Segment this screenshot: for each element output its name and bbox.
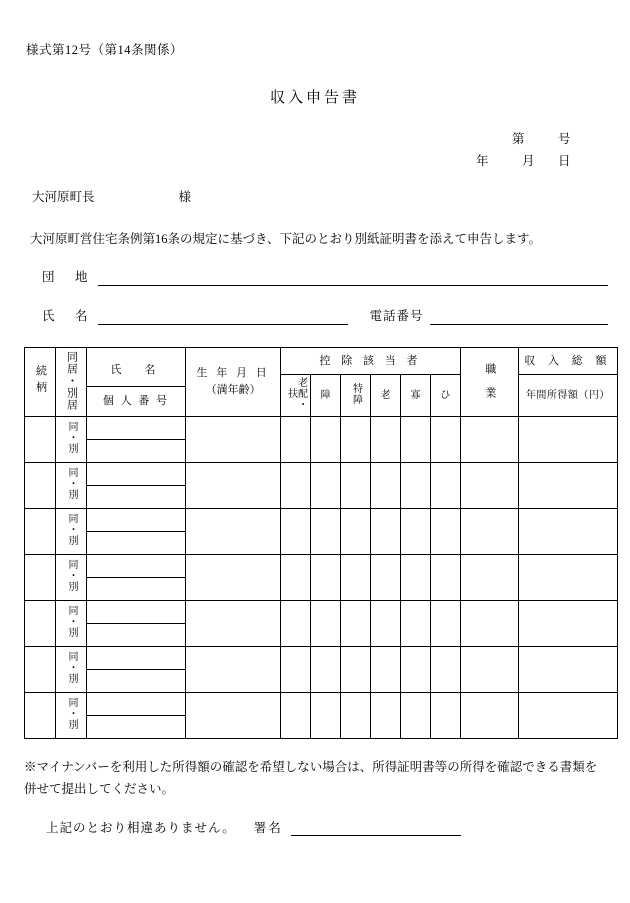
cell-birthdate[interactable] — [186, 647, 281, 693]
header-occupation-label: 職 業 — [483, 362, 496, 399]
cell-deduction-3[interactable] — [341, 417, 371, 463]
header-deduction-5-label: 寡 — [410, 389, 421, 401]
cell-deduction-2[interactable] — [311, 463, 341, 509]
header-income-sub-label: 年間所得額（円） — [525, 390, 610, 401]
cell-deduction-5[interactable] — [400, 647, 430, 693]
header-dokyo-bekkyo-label: 同居・別居 — [65, 350, 78, 411]
cell-deduction-6[interactable] — [430, 555, 460, 601]
header-name — [86, 347, 185, 417]
table-body — [25, 417, 618, 739]
cell-name[interactable] — [86, 509, 185, 532]
cell-zokugara[interactable] — [25, 417, 56, 463]
header-deduction-4 — [371, 374, 401, 417]
cell-zokugara[interactable] — [25, 601, 56, 647]
table-row — [25, 601, 618, 624]
cell-deduction-5[interactable] — [400, 601, 430, 647]
header-dokyo-bekkyo — [55, 347, 86, 417]
cell-name[interactable] — [86, 555, 185, 578]
cell-birthdate[interactable] — [186, 509, 281, 555]
cell-deduction-1[interactable] — [281, 555, 311, 601]
cell-occupation[interactable] — [460, 693, 518, 739]
field-danchi-input[interactable] — [98, 270, 608, 286]
cell-deduction-2[interactable] — [311, 647, 341, 693]
cell-deduction-3[interactable] — [341, 463, 371, 509]
cell-income[interactable] — [518, 463, 617, 509]
table-row — [25, 463, 618, 486]
table-row — [25, 555, 618, 578]
cell-deduction-3[interactable] — [341, 601, 371, 647]
signature-input[interactable] — [291, 820, 461, 836]
number-date-block — [22, 129, 608, 173]
cell-occupation[interactable] — [460, 417, 518, 463]
cell-birthdate[interactable] — [186, 601, 281, 647]
cell-deduction-6[interactable] — [430, 417, 460, 463]
header-income-sub — [518, 374, 617, 417]
cell-deduction-4[interactable] — [371, 601, 401, 647]
cell-zokugara[interactable] — [25, 555, 56, 601]
cell-deduction-6[interactable] — [430, 601, 460, 647]
form-number: 様式第12号（第14条関係） — [26, 43, 184, 57]
cell-birthdate[interactable] — [186, 555, 281, 601]
header-deduction-group: 控 除 該 当 者 — [281, 347, 461, 374]
cell-deduction-3[interactable] — [341, 647, 371, 693]
cell-dokyo-bekkyo-label: 同・別 — [65, 559, 77, 593]
table-header-row-1 — [25, 347, 618, 374]
header-deduction-1-label: 老配・扶 — [285, 377, 307, 411]
field-phone-label: 電話番号 — [369, 308, 424, 323]
cell-income[interactable] — [518, 417, 617, 463]
cell-deduction-1[interactable] — [281, 601, 311, 647]
field-danchi-label: 団 地 — [42, 269, 92, 284]
cell-zokugara[interactable] — [25, 693, 56, 739]
cell-dokyo-bekkyo[interactable] — [55, 555, 86, 601]
field-name-phone — [42, 306, 608, 325]
table-row — [25, 417, 618, 440]
cell-deduction-2[interactable] — [311, 555, 341, 601]
addressee-line — [32, 187, 608, 205]
cell-birthdate[interactable] — [186, 463, 281, 509]
date-label-day: 日 — [558, 153, 571, 168]
cell-dokyo-bekkyo[interactable] — [55, 509, 86, 555]
cell-deduction-3[interactable] — [341, 509, 371, 555]
cell-birthdate[interactable] — [186, 417, 281, 463]
cell-deduction-2[interactable] — [311, 693, 341, 739]
cell-deduction-4[interactable] — [371, 555, 401, 601]
cell-deduction-2[interactable] — [311, 509, 341, 555]
cell-personal-number[interactable] — [86, 486, 185, 509]
field-phone-input[interactable] — [430, 309, 608, 325]
statement-text: 大河原町営住宅条例第16条の規定に基づき、下記のとおり別紙証明書を添えて申告します。 — [30, 231, 542, 246]
page-title: 収入申告書 — [269, 90, 360, 106]
header-deduction-4-label: 老 — [380, 389, 391, 401]
cell-dokyo-bekkyo-label: 同・別 — [65, 605, 77, 639]
field-name-input[interactable] — [98, 309, 348, 325]
cell-dokyo-bekkyo-label: 同・別 — [65, 467, 77, 501]
header-deduction-2-label: 障 — [320, 389, 331, 401]
table-row — [25, 509, 618, 532]
cell-personal-number[interactable] — [86, 716, 185, 739]
header-birthdate-label: 生 年 月 日 — [196, 366, 270, 379]
cell-occupation[interactable] — [460, 463, 518, 509]
cell-deduction-5[interactable] — [400, 509, 430, 555]
cell-dokyo-bekkyo-label: 同・別 — [65, 651, 77, 685]
header-deduction-6-label: ひ — [440, 389, 451, 401]
date-label-year: 年 — [476, 153, 489, 168]
cell-income[interactable] — [518, 647, 617, 693]
cell-deduction-2[interactable] — [311, 417, 341, 463]
cell-name[interactable] — [86, 463, 185, 486]
cell-deduction-1[interactable] — [281, 693, 311, 739]
cell-deduction-1[interactable] — [281, 647, 311, 693]
header-birthdate-age-label: （満年齢） — [205, 384, 261, 396]
cell-deduction-1[interactable] — [281, 463, 311, 509]
cell-income[interactable] — [518, 509, 617, 555]
cell-deduction-1[interactable] — [281, 509, 311, 555]
cell-dokyo-bekkyo[interactable] — [55, 601, 86, 647]
date-label-month: 月 — [522, 153, 535, 168]
header-zokugara — [25, 347, 56, 417]
cell-birthdate[interactable] — [186, 693, 281, 739]
cell-occupation[interactable] — [460, 509, 518, 555]
header-deduction-5 — [400, 374, 430, 417]
cell-deduction-6[interactable] — [430, 647, 460, 693]
number-label-gou: 号 — [558, 132, 571, 146]
cell-personal-number[interactable] — [86, 578, 185, 601]
cell-name[interactable] — [86, 693, 185, 716]
cell-personal-number[interactable] — [86, 440, 185, 463]
header-income-total-label: 収 入 総 額 — [524, 354, 612, 367]
cell-occupation[interactable] — [460, 601, 518, 647]
cell-deduction-2[interactable] — [311, 601, 341, 647]
cell-occupation[interactable] — [460, 555, 518, 601]
cell-personal-number[interactable] — [86, 670, 185, 693]
cell-deduction-5[interactable] — [400, 555, 430, 601]
cell-deduction-4[interactable] — [371, 417, 401, 463]
cell-zokugara[interactable] — [25, 463, 56, 509]
cell-dokyo-bekkyo-label: 同・別 — [65, 513, 77, 547]
header-zokugara-label: 続柄 — [34, 364, 47, 397]
signature-row — [46, 818, 608, 836]
cell-deduction-6[interactable] — [430, 463, 460, 509]
header-deduction-6 — [430, 374, 460, 417]
cell-deduction-4[interactable] — [371, 509, 401, 555]
field-name-label: 氏 名 — [42, 308, 92, 323]
cell-personal-number[interactable] — [86, 532, 185, 555]
cell-dokyo-bekkyo-label: 同・別 — [65, 421, 77, 455]
cell-name[interactable] — [86, 647, 185, 670]
footnote-text: ※マイナンバーを利用した所得額の確認を希望しない場合は、所得証明書等の所得を確認できる書類を併せて提出してください。 — [24, 760, 598, 796]
cell-name[interactable] — [86, 417, 185, 440]
cell-deduction-4[interactable] — [371, 647, 401, 693]
cell-zokugara[interactable] — [25, 647, 56, 693]
cell-dokyo-bekkyo[interactable] — [55, 417, 86, 463]
cell-income[interactable] — [518, 601, 617, 647]
cell-zokugara[interactable] — [25, 509, 56, 555]
header-birthdate — [186, 347, 281, 417]
cell-income[interactable] — [518, 555, 617, 601]
cell-dokyo-bekkyo[interactable] — [55, 647, 86, 693]
table-row — [25, 647, 618, 670]
cell-deduction-3[interactable] — [341, 555, 371, 601]
cell-occupation[interactable] — [460, 647, 518, 693]
cell-deduction-6[interactable] — [430, 509, 460, 555]
cell-income[interactable] — [518, 693, 617, 739]
field-danchi — [42, 267, 608, 286]
header-deduction-3-label: 特障 — [350, 382, 362, 405]
cell-deduction-3[interactable] — [341, 693, 371, 739]
cell-deduction-5[interactable] — [400, 417, 430, 463]
header-deduction-1 — [281, 374, 311, 417]
table-row — [25, 693, 618, 716]
header-personal-number-label: 個 人 番 号 — [102, 394, 170, 407]
cell-deduction-4[interactable] — [371, 693, 401, 739]
addressee-honorific: 様 — [178, 189, 192, 204]
header-income-total — [518, 347, 617, 374]
cell-deduction-6[interactable] — [430, 693, 460, 739]
header-deduction-3 — [341, 374, 371, 417]
header-deduction-2 — [311, 374, 341, 417]
cell-personal-number[interactable] — [86, 624, 185, 647]
cell-name[interactable] — [86, 601, 185, 624]
cell-deduction-5[interactable] — [400, 693, 430, 739]
signature-statement: 上記のとおり相違ありません。 — [46, 820, 236, 835]
header-name-label: 氏 名 — [87, 352, 185, 387]
cell-deduction-4[interactable] — [371, 463, 401, 509]
number-label-dai: 第 — [512, 132, 525, 146]
cell-deduction-1[interactable] — [281, 417, 311, 463]
cell-dokyo-bekkyo-label: 同・別 — [65, 697, 77, 731]
cell-deduction-5[interactable] — [400, 463, 430, 509]
header-occupation — [460, 347, 518, 417]
addressee-name: 大河原町長 — [32, 189, 95, 204]
cell-dokyo-bekkyo[interactable] — [55, 463, 86, 509]
income-declaration-table — [24, 347, 618, 740]
signature-label: 署名 — [253, 820, 283, 835]
cell-dokyo-bekkyo[interactable] — [55, 693, 86, 739]
